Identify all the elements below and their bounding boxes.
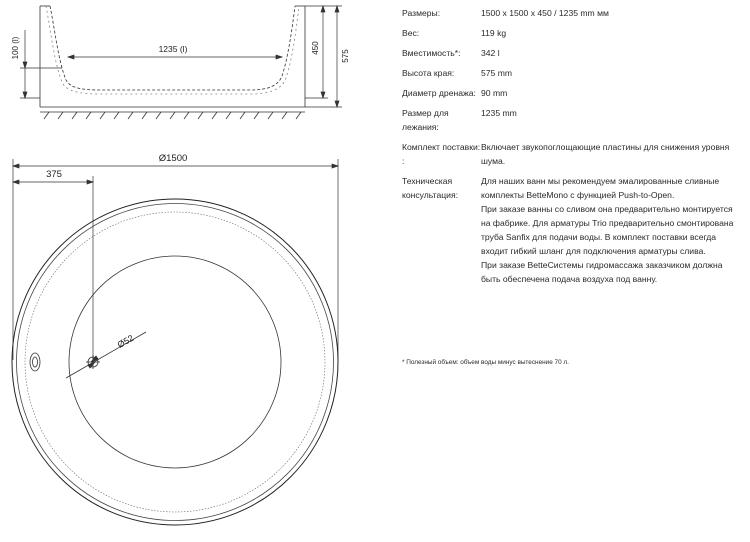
spec-row <box>402 140 742 168</box>
spec-row <box>402 6 742 20</box>
spec-row <box>402 66 742 80</box>
spec-label: Высота края: <box>402 68 455 78</box>
spec-value-line: При заказе ванны со сливом она предварительно монтируется на фабрике. Для арматуры Trio предварительно смонтирована труба Sanfix для подачи воды. В комплект поставки всегда входит гибкий шланг для подключения арматуры слива. <box>481 204 734 256</box>
lying-length-dimension <box>68 55 282 59</box>
spec-value-line: 119 kg <box>481 28 507 38</box>
spec-label: Диаметр дренажа: <box>402 88 476 98</box>
spec-value <box>481 106 742 134</box>
spec-value <box>481 174 742 286</box>
inner-depth-dimension <box>20 30 62 98</box>
diameter-label: Ø1500 <box>158 153 188 164</box>
drain-outlet <box>66 332 146 378</box>
spec-row <box>402 86 742 100</box>
side-section-view <box>40 6 305 119</box>
spec-value <box>481 6 742 20</box>
spec-label: Вес: <box>402 28 420 38</box>
spec-value-line: 1235 mm <box>481 108 517 118</box>
spec-row <box>402 106 742 134</box>
spec-row <box>402 26 742 40</box>
lying-length-label: 1235 (l) <box>158 44 188 54</box>
spec-value-line: Для наших ванн мы рекомендуем эмалированные сливные комплекты BetteMono с функцией Push-to-Open. <box>481 176 720 200</box>
spec-value <box>481 66 742 80</box>
height-575-label: 575 <box>341 49 350 63</box>
spec-label: Размеры: <box>402 8 441 18</box>
height-dimensions <box>305 6 342 107</box>
spec-value-line: 90 mm <box>481 88 508 98</box>
spec-value-line: 342 l <box>481 48 500 58</box>
spec-value-line: При заказе BetteСистемы гидромассажа заказчиком должна быть обеспечена подача воздуха под ванну. <box>481 260 723 284</box>
spec-value <box>481 26 742 40</box>
spec-row <box>402 46 742 60</box>
inner-depth-label: 100 (l) <box>11 36 20 60</box>
offset-dimension <box>13 176 93 360</box>
spec-label: Техническая консультация: <box>402 176 458 200</box>
spec-value-line: 1500 x 1500 x 450 / 1235 mm мм <box>481 8 609 18</box>
spec-label: Вместимость*: <box>402 48 461 58</box>
spec-value <box>481 86 742 100</box>
spec-value <box>481 140 742 168</box>
height-450-label: 450 <box>311 41 320 55</box>
spec-value-line: Включает звукопоглощающие пластины для снижения уровня шума. <box>481 142 730 166</box>
spec-value <box>481 46 742 60</box>
offset-label: 375 <box>46 169 62 180</box>
spec-row <box>402 174 742 286</box>
spec-label: Размер для лежания: <box>402 108 449 132</box>
drain-diameter-label: Ø52 <box>115 332 136 350</box>
spec-list <box>402 6 742 292</box>
spec-value-line: 575 mm <box>481 68 513 78</box>
top-view <box>12 199 338 525</box>
overflow-outlet <box>30 353 40 371</box>
spec-label: Комплект поставки: : <box>402 142 481 166</box>
capacity-footnote: * Полезный объем: объем воды минус вытеснение 70 л. <box>402 359 569 366</box>
diameter-dimension <box>13 159 338 360</box>
